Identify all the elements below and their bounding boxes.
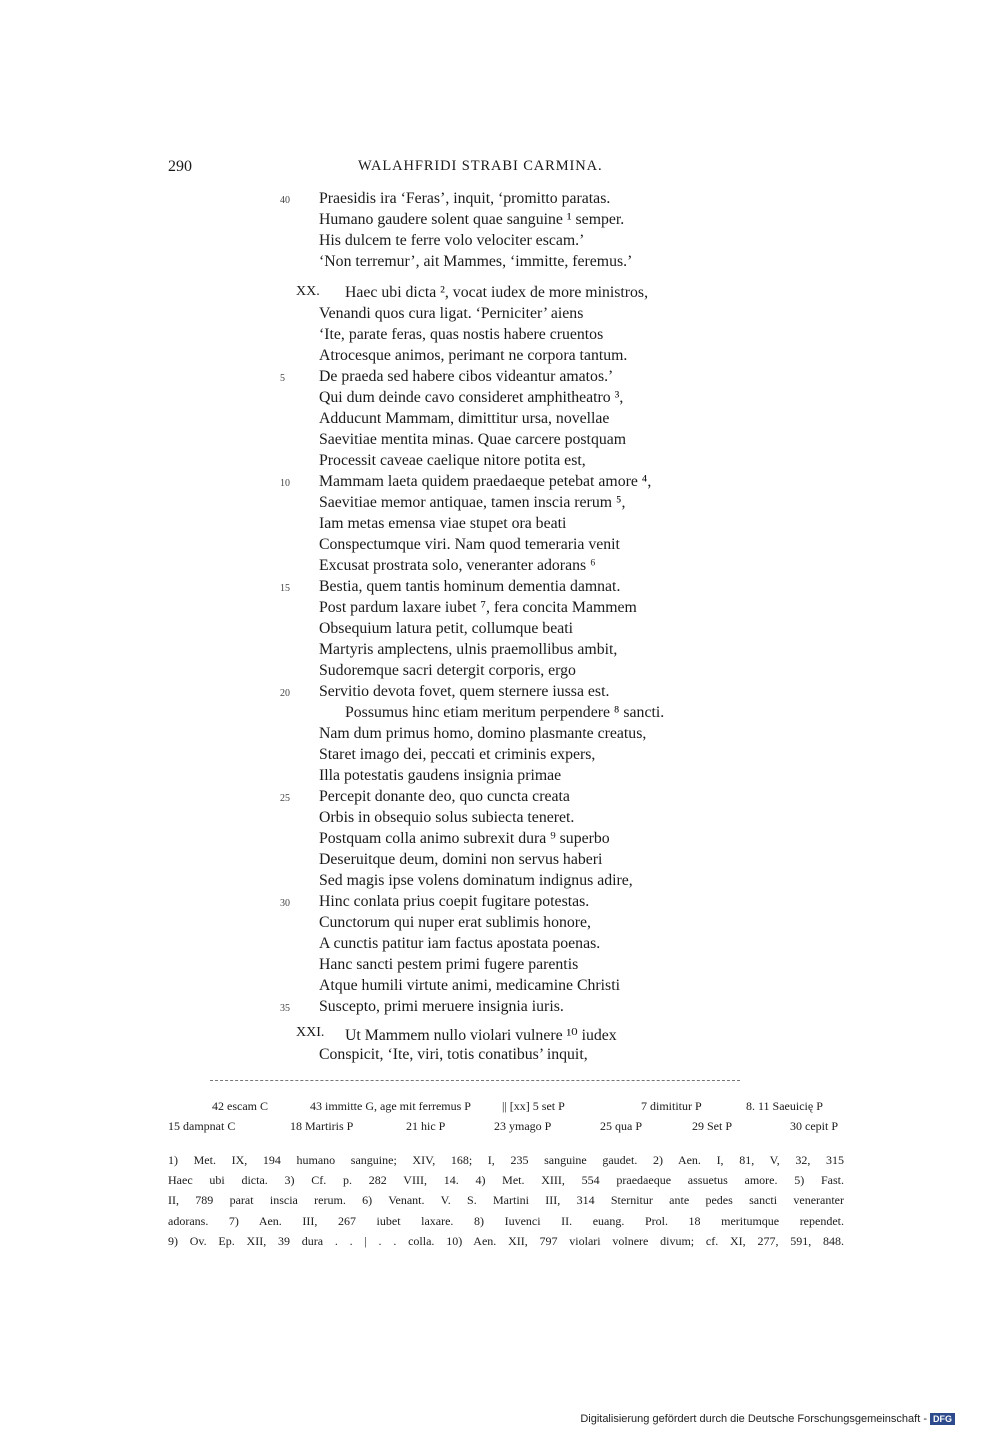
footnote-rule <box>210 1080 740 1082</box>
verse-line <box>0 746 1000 767</box>
apparatus-entry: 23 ymago P <box>494 1119 552 1133</box>
line-number: 25 <box>280 793 290 804</box>
verse-text: Nam dum primus homo, domino plasmante creatus, <box>319 725 647 742</box>
verse-text: Venandi quos cura ligat. ‘Perniciter’ aiens <box>319 305 584 322</box>
line-number: 35 <box>280 1003 290 1014</box>
verse-text: Adducunt Mammam, dimittitur ursa, novellae <box>319 410 610 427</box>
verse-line <box>0 368 1000 389</box>
verse-text: Sed magis ipse volens dominatum indignus adire, <box>319 872 633 889</box>
verse-text: Humano gaudere solent quae sanguine ¹ semper. <box>319 211 625 228</box>
footnote-line: Haec ubi dicta. 3) Cf. p. 282 VIII, 14. 4) Met. XIII, 554 praedaeque assuetus amore. 5) Fast. <box>168 1173 844 1188</box>
verse-text: Percepit donante deo, quo cuncta creata <box>319 788 570 805</box>
verse-line <box>0 284 1000 305</box>
verse-text: Sudoremque sacri detergit corporis, ergo <box>319 662 576 679</box>
critical-apparatus <box>168 1099 848 1139</box>
verse-line <box>0 494 1000 515</box>
verse-line <box>0 473 1000 494</box>
apparatus-entry: 30 cepit P <box>790 1119 838 1133</box>
verse-line <box>0 809 1000 830</box>
verse-line <box>0 767 1000 788</box>
verse-text: De praeda sed habere cibos videantur amatos.’ <box>319 368 614 385</box>
verse-text: Hinc conlata prius coepit fugitare potestas. <box>319 893 590 910</box>
apparatus-entry: 8. 11 Saeuicię P <box>746 1099 823 1113</box>
verse-text: Illa potestatis gaudens insignia primae <box>319 767 562 784</box>
line-number: 30 <box>280 898 290 909</box>
verse-text: Martyris amplectens, ulnis praemollibus ambit, <box>319 641 618 658</box>
verse-line <box>0 872 1000 893</box>
verse-text: Cunctorum qui nuper erat sublimis honore, <box>319 914 592 931</box>
line-number: 5 <box>280 373 285 384</box>
dfg-logo: DFG <box>930 1413 955 1425</box>
page-header <box>0 150 1000 180</box>
verse-line <box>0 683 1000 704</box>
verse-line <box>0 935 1000 956</box>
verse-text: Iam metas emensa viae stupet ora beati <box>319 515 567 532</box>
verse-text: Post pardum laxare iubet ⁷, fera concita Mammem <box>319 599 637 616</box>
line-number: 20 <box>280 688 290 699</box>
verse-text: Bestia, quem tantis hominum dementia damnat. <box>319 578 621 595</box>
verse-text: Saevitiae mentita minas. Quae carcere postquam <box>319 431 627 448</box>
footnote-line: 1) Met. IX, 194 humano sanguine; XIV, 168; I, 235 sanguine gaudet. 2) Aen. I, 81, V, 32, 315 <box>168 1153 844 1167</box>
verse-text: Mammam laeta quidem praedaeque petebat amore ⁴, <box>319 473 652 490</box>
verse-text: Conspectumque viri. Nam quod temeraria venit <box>319 536 620 553</box>
verse-text: ‘Ite, parate feras, quas nostis habere cruentos <box>319 326 604 343</box>
verse-text: Ut Mammem nullo violari vulnere ¹⁰ iudex <box>345 1027 617 1044</box>
verse-line <box>0 893 1000 914</box>
verse-line <box>0 211 1000 232</box>
verse-line <box>0 662 1000 683</box>
section-number: XXI. <box>296 1025 325 1040</box>
apparatus-entry: 21 hic P <box>406 1119 446 1133</box>
verse-line <box>0 515 1000 536</box>
line-number: 15 <box>280 583 290 594</box>
apparatus-entry: 43 immitte G, age mit ferremus P <box>310 1099 471 1113</box>
verse-text: Postquam colla animo subrexit dura ⁹ superbo <box>319 830 610 847</box>
verse-text: Praesidis ira ‘Feras’, inquit, ‘promitto paratas. <box>319 190 611 207</box>
line-number: 10 <box>280 478 290 489</box>
verse-text: His dulcem te ferre volo velociter escam.’ <box>319 232 585 249</box>
verse-text: Hanc sancti pestem primi fugere parentis <box>319 956 579 973</box>
section-number: XX. <box>296 284 320 299</box>
page-number: 290 <box>168 158 192 175</box>
verse-line <box>0 431 1000 452</box>
running-title: WALAHFRIDI STRABI CARMINA. <box>358 158 603 174</box>
verse-line <box>0 725 1000 746</box>
verse-line <box>0 914 1000 935</box>
footnote-line: 9) Ov. Ep. XII, 39 dura . . | . . colla. 10) Aen. XII, 797 violari volnere divum; cf. XI, 277, 591, 848. <box>168 1233 844 1248</box>
verse-line <box>0 578 1000 599</box>
verse-line <box>0 704 1000 725</box>
verse-line <box>0 641 1000 662</box>
verse-line <box>0 998 1000 1019</box>
verse-line <box>0 536 1000 557</box>
verse-text: Servitio devota fovet, quem sternere iussa est. <box>319 683 610 700</box>
apparatus-entry: 25 qua P <box>600 1119 642 1133</box>
verse-text: Conspicit, ‘Ite, viri, totis conatibus’ inquit, <box>319 1046 588 1063</box>
verse-line <box>0 389 1000 410</box>
verse-line <box>0 410 1000 431</box>
footnotes <box>168 1150 844 1251</box>
apparatus-row-1 <box>168 1099 848 1119</box>
verse-line <box>0 956 1000 977</box>
verse-text: Processit caveae caelique nitore potita est, <box>319 452 586 469</box>
verse-text: Deseruitque deum, domini non servus haberi <box>319 851 603 868</box>
verse-line <box>0 326 1000 347</box>
verse-line <box>0 253 1000 274</box>
verse-line <box>0 599 1000 620</box>
verse-line <box>0 1046 1000 1067</box>
footnote-line: II, 789 parat inscia rerum. 6) Venant. V. S. Martini III, 314 Sternitur ante pedes sancti veneranter <box>168 1193 844 1208</box>
verse-line <box>0 620 1000 641</box>
verse-line <box>0 1025 1000 1046</box>
apparatus-entry: 29 Set P <box>692 1119 733 1133</box>
apparatus-row-2 <box>168 1119 848 1139</box>
verse-line <box>0 190 1000 211</box>
apparatus-entry: 42 escam C <box>212 1099 268 1113</box>
verse-line <box>0 851 1000 872</box>
line-number: 40 <box>280 195 290 206</box>
verse-text: ‘Non terremur’, ait Mammes, ‘immitte, feremus.’ <box>319 253 633 270</box>
verse-line <box>0 557 1000 578</box>
verse-text: Excusat prostrata solo, veneranter adorans ⁶ <box>319 557 596 574</box>
verse-line <box>0 305 1000 326</box>
verse-text: Possumus hinc etiam meritum perpendere ⁸ sancti. <box>345 704 665 721</box>
verse-text: A cunctis patitur iam factus apostata poenas. <box>319 935 601 952</box>
verse-line <box>0 830 1000 851</box>
verse-text: Atrocesque animos, perimant ne corpora tantum. <box>319 347 628 364</box>
digitization-credit <box>580 1413 955 1425</box>
verse-line <box>0 232 1000 253</box>
verse-line <box>0 977 1000 998</box>
verse-text: Orbis in obsequio solus subiecta teneret. <box>319 809 575 826</box>
verse-text: Qui dum deinde cavo consideret amphitheatro ³, <box>319 389 624 406</box>
verse-line <box>0 347 1000 368</box>
credit-text: Digitalisierung gefördert durch die Deutsche Forschungsgemeinschaft - <box>580 1413 927 1425</box>
apparatus-entry: 7 dimititur P <box>641 1099 702 1113</box>
apparatus-entry: || [xx] 5 set P <box>502 1099 565 1113</box>
verse-line <box>0 452 1000 473</box>
verse-text: Atque humili virtute animi, medicamine Christi <box>319 977 620 994</box>
footnote-line: adorans. 7) Aen. III, 267 iubet laxare. 8) Iuvenci II. euang. Prol. 18 meritumque rependet. <box>168 1213 844 1228</box>
verse-text: Staret imago dei, peccati et criminis expers, <box>319 746 596 763</box>
verse-text: Haec ubi dicta ², vocat iudex de more ministros, <box>345 284 649 301</box>
verse-text: Saevitiae memor antiquae, tamen inscia rerum ⁵, <box>319 494 626 511</box>
apparatus-entry: 18 Martiris P <box>290 1119 354 1133</box>
verse-line <box>0 788 1000 809</box>
verse-text: Obsequium latura petit, collumque beati <box>319 620 573 637</box>
verse-text: Suscepto, primi meruere insignia iuris. <box>319 998 564 1015</box>
apparatus-entry: 15 dampnat C <box>168 1119 236 1133</box>
